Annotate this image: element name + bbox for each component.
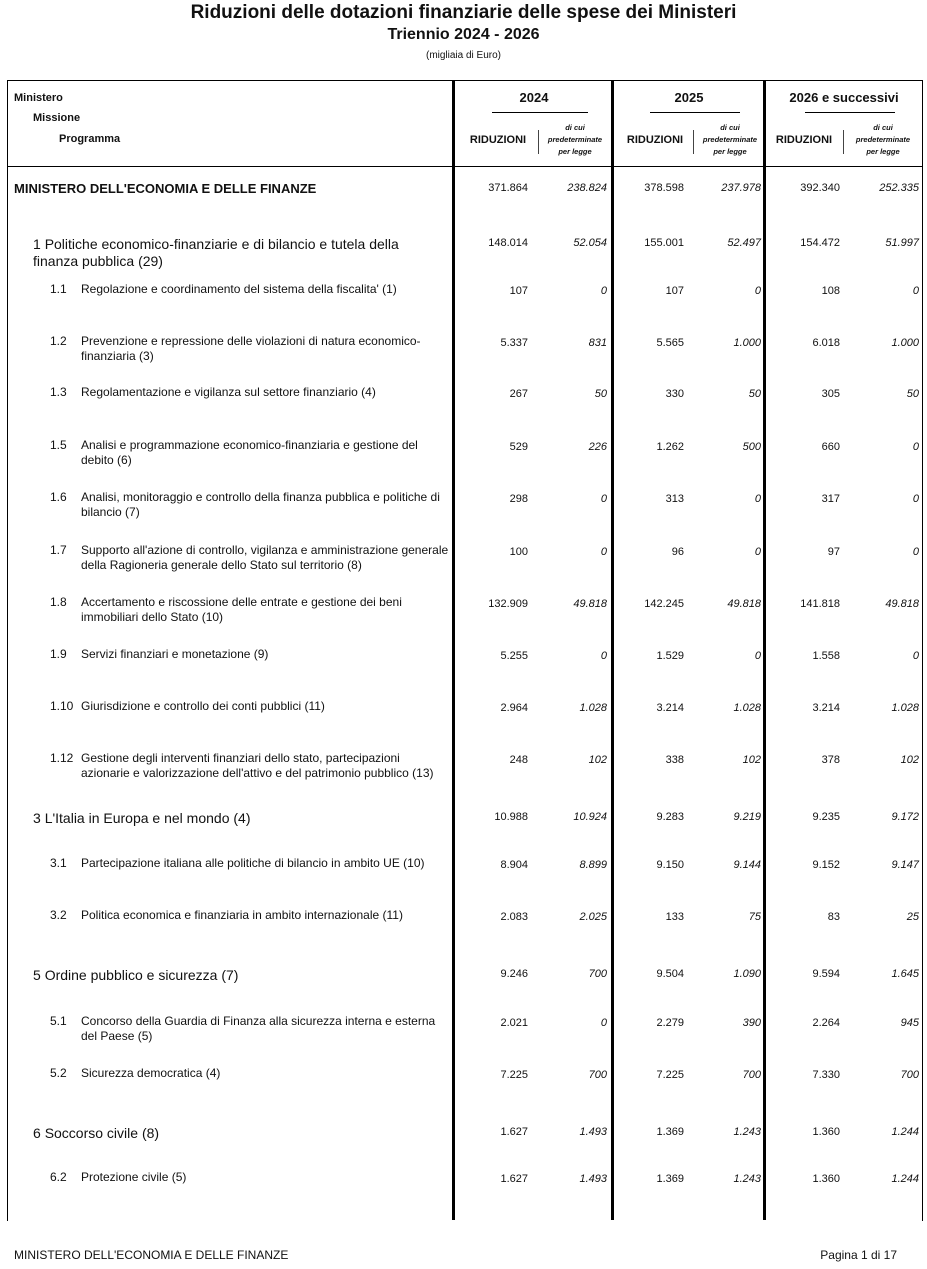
row-text: Sicurezza democratica (4): [81, 1066, 221, 1080]
riduzioni-value: 5.337: [500, 337, 528, 349]
predeterminate-value: 1.243: [733, 1173, 761, 1185]
riduzioni-value: 142.245: [644, 598, 684, 610]
predeterminate-value: 52.497: [727, 237, 761, 249]
header-missione: Missione: [33, 112, 81, 124]
program-row-label: [50, 908, 450, 923]
riduzioni-value: 248: [509, 754, 528, 766]
predeterminate-value: 700: [742, 1069, 761, 1081]
col-separator: [611, 80, 614, 1220]
row-text: Analisi e programmazione economico-finanziaria e gestione del debito (6): [81, 438, 418, 467]
predeterminate-value: 1.244: [891, 1173, 919, 1185]
header-rule: [7, 166, 922, 167]
row-text: Regolamentazione e vigilanza sul settore finanziario (4): [81, 385, 376, 399]
year-2026: 2026 e successivi: [789, 90, 899, 105]
predeterminate-value: 0: [754, 493, 761, 505]
riduzioni-value: 148.014: [488, 237, 528, 249]
riduzioni-value: 1.558: [812, 650, 840, 662]
program-row-label: [50, 1170, 450, 1185]
riduzioni-value: 132.909: [488, 598, 528, 610]
riduzioni-value: 298: [509, 493, 528, 505]
riduzioni-value: 1.360: [812, 1173, 840, 1185]
riduzioni-value: 100: [509, 546, 528, 558]
riduzioni-value: 133: [665, 911, 684, 923]
riduzioni-value: 392.340: [800, 182, 840, 194]
row-number: 1.12: [50, 751, 74, 765]
riduzioni-value: 305: [821, 388, 840, 400]
riduzioni-value: 9.246: [500, 968, 528, 980]
riduzioni-value: 155.001: [644, 237, 684, 249]
col-separator: [763, 80, 766, 1220]
predeterminate-value: 390: [742, 1017, 761, 1029]
riduzioni-value: 2.083: [500, 911, 528, 923]
program-row-label: [50, 1066, 450, 1081]
row-text: Supporto all'azione di controllo, vigilanza e amministrazione generale della Ragioneria generale dello Stato sul territorio (8): [81, 543, 449, 572]
predeterminate-value: 700: [588, 968, 607, 980]
dicui-2024: di cui predeterminate per legge: [547, 123, 603, 156]
riduzioni-value: 7.330: [812, 1069, 840, 1081]
row-text: Politiche economico-finanziarie e di bilancio e tutela della finanza pubblica (29): [33, 236, 399, 269]
predeterminate-value: 102: [742, 754, 761, 766]
riduzioni-value: 83: [827, 911, 840, 923]
predeterminate-value: 0: [600, 493, 607, 505]
riduzioni-value: 96: [671, 546, 684, 558]
program-row-label: [50, 1014, 450, 1043]
row-number: 1.8: [50, 595, 67, 609]
riduzioni-value: 338: [665, 754, 684, 766]
riduzioni-value: 141.818: [800, 598, 840, 610]
riduzioni-value: 529: [509, 441, 528, 453]
row-number: 1.6: [50, 490, 67, 504]
riduzioni-value: 9.594: [812, 968, 840, 980]
row-text: Politica economica e finanziaria in ambito internazionale (11): [81, 908, 403, 922]
predeterminate-value: 0: [912, 546, 919, 558]
predeterminate-value: 1.028: [579, 702, 607, 714]
riduzioni-value: 10.988: [494, 811, 528, 823]
predeterminate-value: 9.147: [891, 859, 919, 871]
mission-row-label: [33, 967, 443, 984]
predeterminate-value: 50: [748, 388, 761, 400]
riduzioni-value: 107: [665, 285, 684, 297]
dicui-2025: di cui predeterminate per legge: [702, 123, 758, 156]
row-number: 3: [33, 810, 41, 826]
page-title: Riduzioni delle dotazioni finanziarie delle spese dei Ministeri: [190, 2, 737, 23]
riduzioni-value: 7.225: [656, 1069, 684, 1081]
predeterminate-value: 102: [588, 754, 607, 766]
predeterminate-value: 2.025: [579, 911, 607, 923]
riduzioni-value: 330: [665, 388, 684, 400]
year-2025: 2025: [674, 90, 704, 105]
riduzioni-2025: RIDUZIONI: [626, 134, 684, 146]
row-number: 3.2: [50, 908, 67, 922]
row-text: L'Italia in Europa e nel mondo (4): [44, 810, 251, 826]
predeterminate-value: 1.493: [579, 1173, 607, 1185]
predeterminate-value: 9.144: [733, 859, 761, 871]
predeterminate-value: 50: [594, 388, 607, 400]
program-row-label: [50, 751, 450, 780]
predeterminate-value: 945: [900, 1017, 919, 1029]
row-number: 5.2: [50, 1066, 67, 1080]
riduzioni-value: 6.018: [812, 337, 840, 349]
riduzioni-value: 8.904: [500, 859, 528, 871]
riduzioni-value: 5.565: [656, 337, 684, 349]
year-rule: [650, 112, 740, 113]
row-number: 1.9: [50, 647, 67, 661]
predeterminate-value: 10.924: [573, 811, 607, 823]
predeterminate-value: 700: [900, 1069, 919, 1081]
predeterminate-value: 0: [754, 285, 761, 297]
predeterminate-value: 1.028: [891, 702, 919, 714]
riduzioni-value: 9.150: [656, 859, 684, 871]
predeterminate-value: 0: [912, 493, 919, 505]
predeterminate-value: 1.028: [733, 702, 761, 714]
row-number: 1.10: [50, 699, 74, 713]
row-text: Accertamento e riscossione delle entrate e gestione dei beni immobiliari dello Stato (10): [81, 595, 402, 624]
riduzioni-value: 1.529: [656, 650, 684, 662]
riduzioni-value: 9.235: [812, 811, 840, 823]
riduzioni-value: 313: [665, 493, 684, 505]
predeterminate-value: 49.818: [573, 598, 607, 610]
predeterminate-value: 0: [600, 546, 607, 558]
row-text: Partecipazione italiana alle politiche di bilancio in ambito UE (10): [81, 856, 425, 870]
row-number: 6.2: [50, 1170, 67, 1184]
predeterminate-value: 226: [588, 441, 607, 453]
riduzioni-value: 108: [821, 285, 840, 297]
mission-row-label: [33, 236, 443, 270]
program-row-label: [50, 490, 450, 519]
riduzioni-value: 154.472: [800, 237, 840, 249]
program-row-label: [50, 595, 450, 624]
predeterminate-value: 1.243: [733, 1126, 761, 1138]
sub-separator: [693, 130, 694, 154]
program-row-label: [50, 699, 450, 714]
riduzioni-value: 2.279: [656, 1017, 684, 1029]
footer-page: Pagina 1 di 17: [820, 1248, 897, 1262]
riduzioni-value: 1.627: [500, 1126, 528, 1138]
predeterminate-value: 52.054: [573, 237, 607, 249]
predeterminate-value: 252.335: [879, 182, 919, 194]
predeterminate-value: 1.493: [579, 1126, 607, 1138]
predeterminate-value: 8.899: [579, 859, 607, 871]
unit-note: (migliaia di Euro): [425, 50, 502, 61]
predeterminate-value: 9.219: [733, 811, 761, 823]
row-text: Prevenzione e repressione delle violazioni di natura economico-finanziaria (3): [81, 334, 421, 363]
predeterminate-value: 9.172: [891, 811, 919, 823]
program-row-label: [50, 647, 450, 662]
mission-row-label: [33, 1125, 443, 1142]
riduzioni-value: 660: [821, 441, 840, 453]
footer-ministry: MINISTERO DELL'ECONOMIA E DELLE FINANZE: [14, 1248, 289, 1262]
predeterminate-value: 0: [754, 546, 761, 558]
row-number: 1.2: [50, 334, 67, 348]
row-number: 6: [33, 1125, 41, 1141]
row-text: Servizi finanziari e monetazione (9): [81, 647, 269, 661]
program-row-label: [50, 438, 450, 467]
row-text: Protezione civile (5): [81, 1170, 187, 1184]
predeterminate-value: 238.824: [567, 182, 607, 194]
row-number: 3.1: [50, 856, 67, 870]
riduzioni-value: 3.214: [656, 702, 684, 714]
riduzioni-value: 5.255: [500, 650, 528, 662]
predeterminate-value: 0: [912, 441, 919, 453]
row-text: MINISTERO DELL'ECONOMIA E DELLE FINANZE: [14, 181, 317, 196]
predeterminate-value: 500: [742, 441, 761, 453]
riduzioni-value: 7.225: [500, 1069, 528, 1081]
program-row-label: [50, 543, 450, 572]
program-row-label: [50, 282, 450, 297]
riduzioni-value: 97: [827, 546, 840, 558]
riduzioni-value: 378.598: [644, 182, 684, 194]
row-text: Gestione degli interventi finanziari dello stato, partecipazioni azionarie e valorizzazione dell'attivo e del patrimonio pubblico (13): [81, 751, 434, 780]
riduzioni-value: 2.264: [812, 1017, 840, 1029]
predeterminate-value: 50: [906, 388, 919, 400]
predeterminate-value: 1.645: [891, 968, 919, 980]
predeterminate-value: 75: [748, 911, 761, 923]
predeterminate-value: 0: [754, 650, 761, 662]
riduzioni-value: 9.283: [656, 811, 684, 823]
predeterminate-value: 102: [900, 754, 919, 766]
row-text: Ordine pubblico e sicurezza (7): [44, 967, 239, 983]
row-number: 1.3: [50, 385, 67, 399]
row-number: 1.7: [50, 543, 67, 557]
ministry-row-label: [14, 181, 316, 196]
predeterminate-value: 831: [588, 337, 607, 349]
predeterminate-value: 0: [600, 1017, 607, 1029]
predeterminate-value: 0: [600, 650, 607, 662]
predeterminate-value: 49.818: [727, 598, 761, 610]
predeterminate-value: 1.244: [891, 1126, 919, 1138]
dicui-2026: di cui predeterminate per legge: [855, 123, 911, 156]
predeterminate-value: 1.000: [891, 337, 919, 349]
row-number: 5.1: [50, 1014, 67, 1028]
predeterminate-value: 0: [912, 650, 919, 662]
riduzioni-value: 317: [821, 493, 840, 505]
row-text: Regolazione e coordinamento del sistema della fiscalita' (1): [81, 282, 397, 296]
header-ministero: Ministero: [14, 92, 63, 104]
predeterminate-value: 25: [906, 911, 919, 923]
predeterminate-value: 49.818: [885, 598, 919, 610]
riduzioni-value: 2.964: [500, 702, 528, 714]
predeterminate-value: 1.090: [733, 968, 761, 980]
row-number: 5: [33, 967, 41, 983]
riduzioni-value: 378: [821, 754, 840, 766]
row-text: Giurisdizione e controllo dei conti pubblici (11): [81, 699, 325, 713]
mission-row-label: [33, 810, 443, 827]
page-subtitle: Triennio 2024 - 2026: [387, 26, 540, 43]
predeterminate-value: 51.997: [885, 237, 919, 249]
year-2024: 2024: [519, 90, 549, 105]
year-rule: [492, 112, 588, 113]
predeterminate-value: 0: [912, 285, 919, 297]
riduzioni-value: 9.152: [812, 859, 840, 871]
riduzioni-value: 1.369: [656, 1173, 684, 1185]
predeterminate-value: 237.978: [721, 182, 761, 194]
row-text: Analisi, monitoraggio e controllo della finanza pubblica e politiche di bilancio (7): [81, 490, 440, 519]
riduzioni-value: 107: [509, 285, 528, 297]
header-programma: Programma: [59, 133, 121, 145]
riduzioni-value: 1.627: [500, 1173, 528, 1185]
riduzioni-value: 1.262: [656, 441, 684, 453]
riduzioni-2024: RIDUZIONI: [469, 134, 527, 146]
row-number: 1: [33, 236, 41, 252]
riduzioni-value: 3.214: [812, 702, 840, 714]
row-number: 1.5: [50, 438, 67, 452]
predeterminate-value: 0: [600, 285, 607, 297]
riduzioni-value: 371.864: [488, 182, 528, 194]
riduzioni-value: 1.360: [812, 1126, 840, 1138]
riduzioni-value: 2.021: [500, 1017, 528, 1029]
program-row-label: [50, 856, 450, 871]
riduzioni-value: 1.369: [656, 1126, 684, 1138]
year-rule: [805, 112, 895, 113]
predeterminate-value: 700: [588, 1069, 607, 1081]
program-row-label: [50, 385, 450, 400]
row-number: 1.1: [50, 282, 67, 296]
sub-separator: [538, 130, 539, 154]
riduzioni-value: 267: [509, 388, 528, 400]
riduzioni-value: 9.504: [656, 968, 684, 980]
program-row-label: [50, 334, 450, 363]
row-text: Soccorso civile (8): [44, 1125, 160, 1141]
col-separator: [452, 80, 455, 1220]
riduzioni-2026: RIDUZIONI: [775, 134, 833, 146]
row-text: Concorso della Guardia di Finanza alla sicurezza interna e esterna del Paese (5): [81, 1014, 436, 1043]
sub-separator: [843, 130, 844, 154]
predeterminate-value: 1.000: [733, 337, 761, 349]
